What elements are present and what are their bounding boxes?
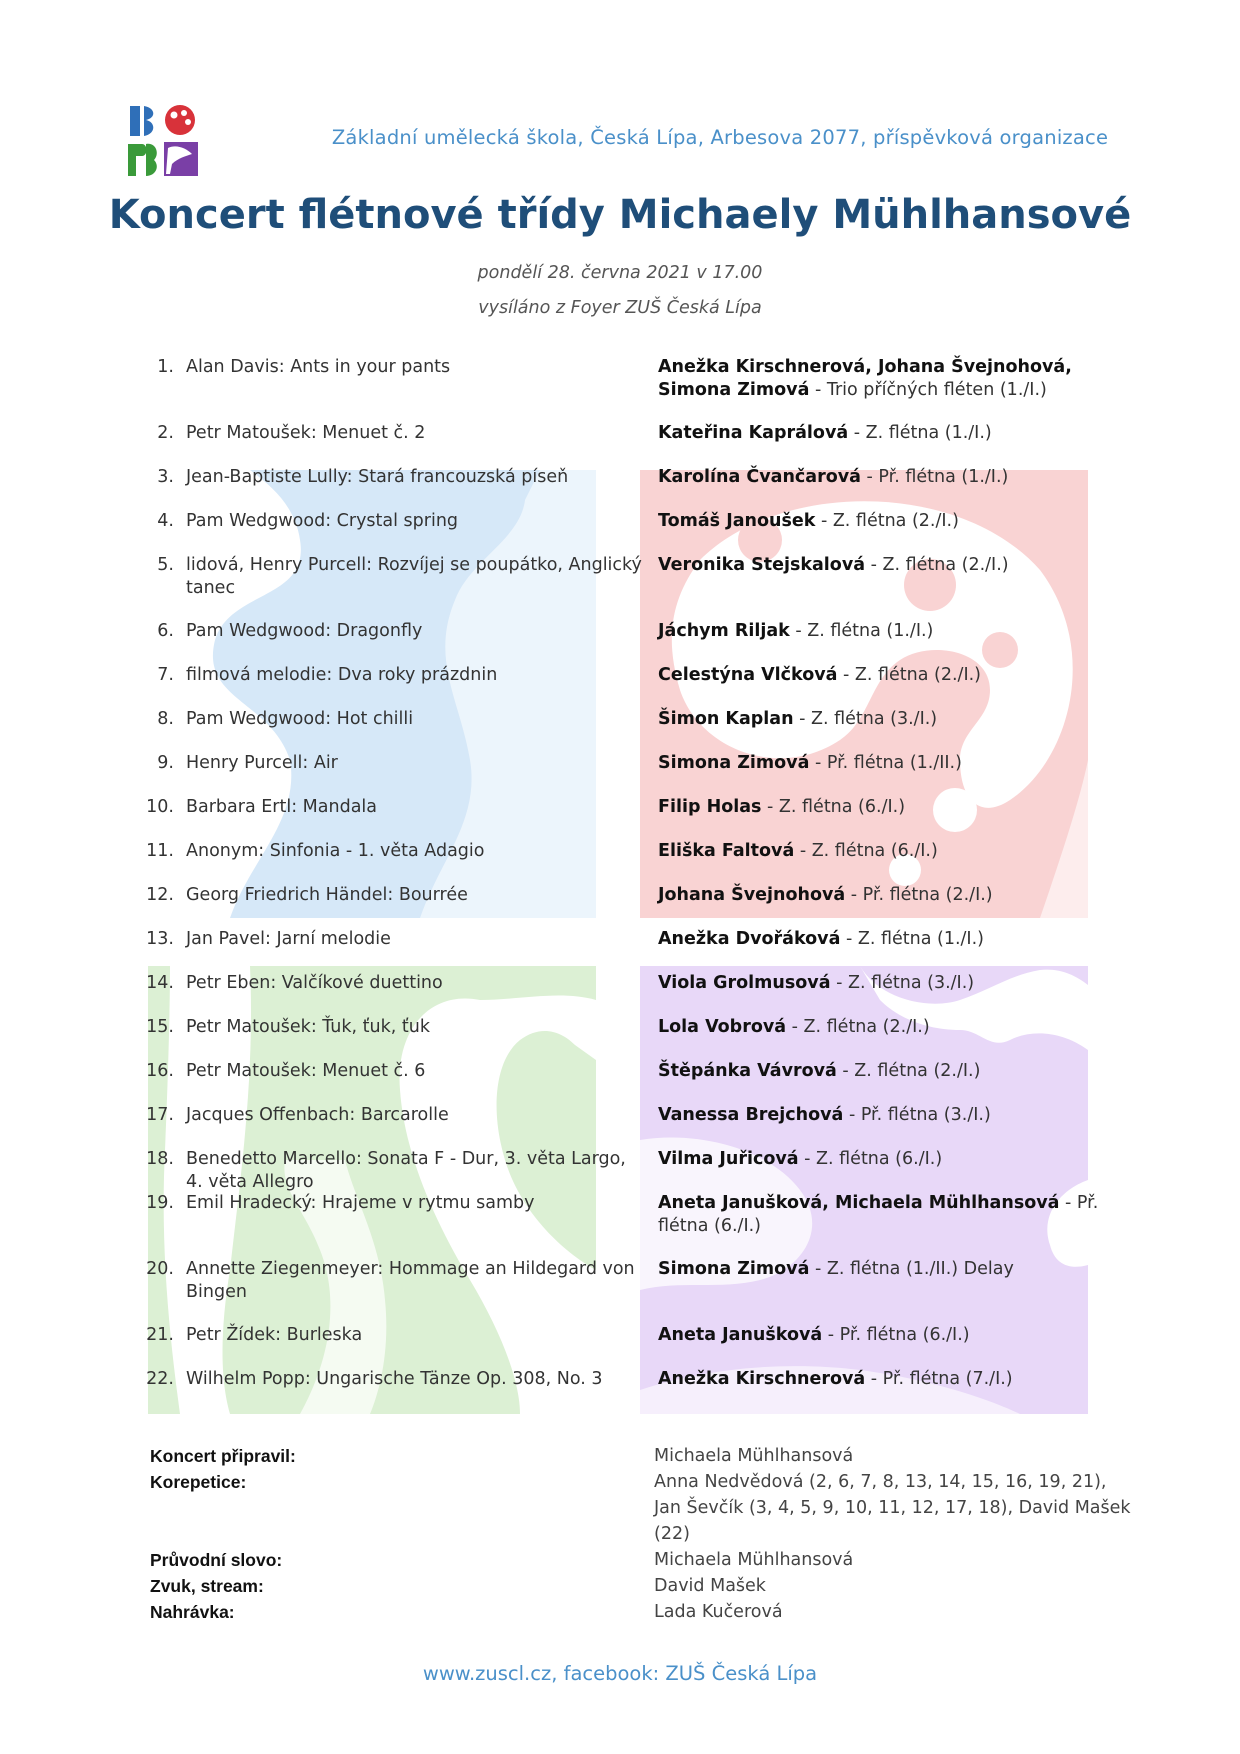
- programme-performers: [658, 510, 1126, 533]
- performer-instrument: - Př. flétna (2./I.): [845, 885, 993, 905]
- programme-number: 9.: [157, 753, 174, 773]
- performer-names: Celestýna Vlčková: [658, 665, 838, 685]
- performer-instrument: - Př. flétna (7./I.): [865, 1369, 1013, 1389]
- programme-piece: Georg Friedrich Händel: Bourrée: [186, 885, 468, 905]
- programme-number: 6.: [157, 621, 174, 641]
- programme-performers: [658, 1104, 1126, 1127]
- credit-label: Korepetice:: [150, 1472, 247, 1492]
- performer-instrument: - Z. flétna (1./II.) Delay: [809, 1259, 1014, 1279]
- programme-piece: Pam Wedgwood: Dragonfly: [186, 621, 423, 641]
- programme-performers: [658, 796, 1126, 819]
- programme-number: 3.: [157, 467, 174, 487]
- programme-number: 4.: [157, 511, 174, 531]
- performer-names: Simona Zimová: [658, 1259, 810, 1279]
- programme-performers: [658, 620, 1126, 643]
- credit-value: Michaela Mühlhansová: [654, 1446, 854, 1466]
- performer-instrument: - Př. flétna (1./II.): [809, 753, 962, 773]
- page-title: Koncert flétnové třídy Michaely Mühlhansové: [108, 192, 1132, 238]
- school-name: Základní umělecká škola, Česká Lípa, Arbesova 2077, příspěvková organizace: [331, 126, 1109, 149]
- programme-piece: Petr Matoušek: Menuet č. 6: [186, 1061, 426, 1081]
- programme-piece: Petr Eben: Valčíkové duettino: [186, 973, 443, 993]
- programme-performers: [658, 840, 1126, 863]
- performer-names: Aneta Janušková: [658, 1325, 823, 1345]
- performer-names: Anežka Kirschnerová, Johana Švejnohová, Simona Zimová: [658, 357, 1072, 400]
- performer-instrument: - Z. flétna (1./I.): [840, 929, 984, 949]
- programme-piece: Henry Purcell: Air: [186, 753, 338, 773]
- programme-piece: Annette Ziegenmeyer: Hommage an Hildegard von Bingen: [186, 1259, 635, 1302]
- performer-names: Anežka Dvořáková: [658, 929, 841, 949]
- programme-performers: [658, 356, 1126, 402]
- performer-names: Anežka Kirschnerová: [658, 1369, 866, 1389]
- programme-number: 19.: [146, 1193, 174, 1213]
- footer-links[interactable]: www.zuscl.cz, facebook: ZUŠ Česká Lípa: [422, 1662, 818, 1685]
- programme-piece: Petr Matoušek: Menuet č. 2: [186, 423, 426, 443]
- programme-performers: [658, 928, 1126, 951]
- programme-performers: [658, 1324, 1126, 1347]
- performer-instrument: - Z. flétna (1./I.): [848, 423, 992, 443]
- programme-performers: [658, 1192, 1126, 1238]
- performer-instrument: - Z. flétna (6./I.): [794, 841, 938, 861]
- programme-number: 12.: [146, 885, 174, 905]
- programme-performers: [658, 884, 1126, 907]
- programme-number: 15.: [146, 1017, 174, 1037]
- credit-label: Průvodní slovo:: [150, 1550, 283, 1570]
- performer-names: Vilma Juřicová: [658, 1149, 799, 1169]
- credit-label: Koncert připravil:: [150, 1446, 296, 1466]
- performer-instrument: - Z. flétna (3./I.): [830, 973, 975, 993]
- performer-instrument: - Z. flétna (2./I.): [786, 1017, 930, 1037]
- programme-piece: Jean-Baptiste Lully: Stará francouzská píseň: [186, 467, 569, 487]
- performer-instrument: - Z. flétna (2./I.): [865, 555, 1009, 575]
- programme-performers: [658, 1258, 1126, 1281]
- performer-names: Vanessa Brejchová: [658, 1105, 844, 1125]
- performer-names: Simona Zimová: [658, 753, 810, 773]
- programme-piece: Anonym: Sinfonia - 1. věta Adagio: [186, 841, 485, 861]
- programme-piece: Jacques Offenbach: Barcarolle: [186, 1105, 449, 1125]
- programme-piece: Petr Žídek: Burleska: [186, 1325, 363, 1345]
- programme-performers: [658, 554, 1126, 577]
- programme-number: 5.: [157, 555, 174, 575]
- programme-number: 21.: [146, 1325, 174, 1345]
- logo-green-mark: [128, 144, 157, 176]
- performer-names: Veronika Stejskalová: [658, 555, 866, 575]
- programme-number: 20.: [146, 1259, 174, 1279]
- programme-performers: [658, 466, 1126, 489]
- programme-number: 11.: [146, 841, 174, 861]
- programme-number: 8.: [157, 709, 174, 729]
- programme-piece: Benedetto Marcello: Sonata F - Dur, 3. věta Largo, 4. věta Allegro: [186, 1149, 626, 1192]
- programme-performers: [658, 1060, 1126, 1083]
- performer-instrument: - Př. flétna (6./I.): [822, 1325, 970, 1345]
- programme-number: 22.: [146, 1369, 174, 1389]
- credit-label: Zvuk, stream:: [150, 1576, 264, 1596]
- programme-piece: lidová, Henry Purcell: Rozvíjej se poupátko, Anglický tanec: [186, 555, 642, 598]
- programme-number: 18.: [146, 1149, 174, 1169]
- performer-instrument: - Z. flétna (6./I.): [798, 1149, 943, 1169]
- programme-piece: Alan Davis: Ants in your pants: [186, 357, 451, 377]
- programme-number: 13.: [146, 929, 174, 949]
- performer-names: Karolína Čvančarová: [658, 467, 861, 487]
- programme-piece: Petr Matoušek: Ťuk, ťuk, ťuk: [186, 1017, 430, 1037]
- concert-date: pondělí 28. června 2021 v 17.00: [477, 263, 763, 283]
- credit-value: Michaela Mühlhansová: [654, 1550, 854, 1570]
- programme-performers: [658, 1016, 1126, 1039]
- performer-instrument: - Z. flétna (2./I.): [837, 665, 982, 685]
- programme-performers: [658, 752, 1126, 775]
- performer-names: Johana Švejnohová: [658, 885, 846, 905]
- performer-names: Lola Vobrová: [658, 1017, 787, 1037]
- programme-number: 10.: [146, 797, 174, 817]
- performer-names: Filip Holas: [658, 797, 762, 817]
- performer-names: Aneta Janušková, Michaela Mühlhansová: [658, 1193, 1060, 1213]
- school-logo: [126, 104, 198, 176]
- credit-label: Nahrávka:: [150, 1602, 235, 1622]
- programme-piece: Barbara Ertl: Mandala: [186, 797, 378, 817]
- performer-instrument: - Př. flétna (1./I.): [860, 467, 1009, 487]
- performer-instrument: - Z. flétna (1./I.): [789, 621, 934, 641]
- programme-performers: [658, 664, 1126, 687]
- programme-number: 1.: [157, 357, 174, 377]
- programme-number: 16.: [146, 1061, 174, 1081]
- programme-number: 14.: [146, 973, 174, 993]
- performer-instrument: - Z. flétna (2./I.): [815, 511, 959, 531]
- programme-piece: Pam Wedgwood: Hot chilli: [186, 709, 414, 729]
- programme-performers: [658, 972, 1126, 995]
- programme-number: 17.: [146, 1105, 174, 1125]
- programme-piece: Emil Hradecký: Hrajeme v rytmu samby: [186, 1193, 535, 1213]
- performer-instrument: - Z. flétna (6./I.): [761, 797, 906, 817]
- programme-performers: [658, 422, 1126, 445]
- performer-instrument: - Trio příčných fléten (1./I.): [809, 380, 1047, 400]
- credit-value: Lada Kučerová: [654, 1602, 783, 1622]
- credit-value: David Mašek: [654, 1576, 766, 1596]
- programme-number: 7.: [157, 665, 174, 685]
- performer-instrument: - Z. flétna (2./I.): [836, 1061, 981, 1081]
- performer-instrument: - Př. flétna (3./I.): [843, 1105, 991, 1125]
- programme-piece: filmová melodie: Dva roky prázdnin: [186, 665, 498, 685]
- programme-number: 2.: [157, 423, 174, 443]
- performer-names: Šimon Kaplan: [658, 709, 794, 729]
- performer-names: Eliška Faltová: [658, 841, 795, 861]
- performer-names: Jáchym Riljak: [658, 621, 790, 641]
- programme-performers: [658, 1148, 1126, 1171]
- credit-value: Anna Nedvědová (2, 6, 7, 8, 13, 14, 15, 16, 19, 21), Jan Ševčík (3, 4, 5, 9, 10, 11, 12, 17, 18), David Mašek (22): [654, 1472, 1131, 1544]
- programme-performers: [658, 708, 1126, 731]
- programme-piece: Pam Wedgwood: Crystal spring: [186, 511, 459, 531]
- logo-red-mark: [165, 105, 195, 135]
- performer-names: Kateřina Kaprálová: [658, 423, 849, 443]
- performer-names: Viola Grolmusová: [658, 973, 831, 993]
- performer-instrument: - Z. flétna (3./I.): [793, 709, 938, 729]
- performer-instrument: - Př. flétna (6./I.): [658, 1193, 1099, 1236]
- performer-names: Tomáš Janoušek: [658, 511, 816, 531]
- programme-piece: Jan Pavel: Jarní melodie: [186, 929, 391, 949]
- concert-venue: vysíláno z Foyer ZUŠ Česká Lípa: [478, 298, 762, 318]
- programme-piece: Wilhelm Popp: Ungarische Tänze Op. 308, No. 3: [186, 1369, 603, 1389]
- performer-names: Štěpánka Vávrová: [658, 1061, 837, 1081]
- programme-performers: [658, 1368, 1126, 1391]
